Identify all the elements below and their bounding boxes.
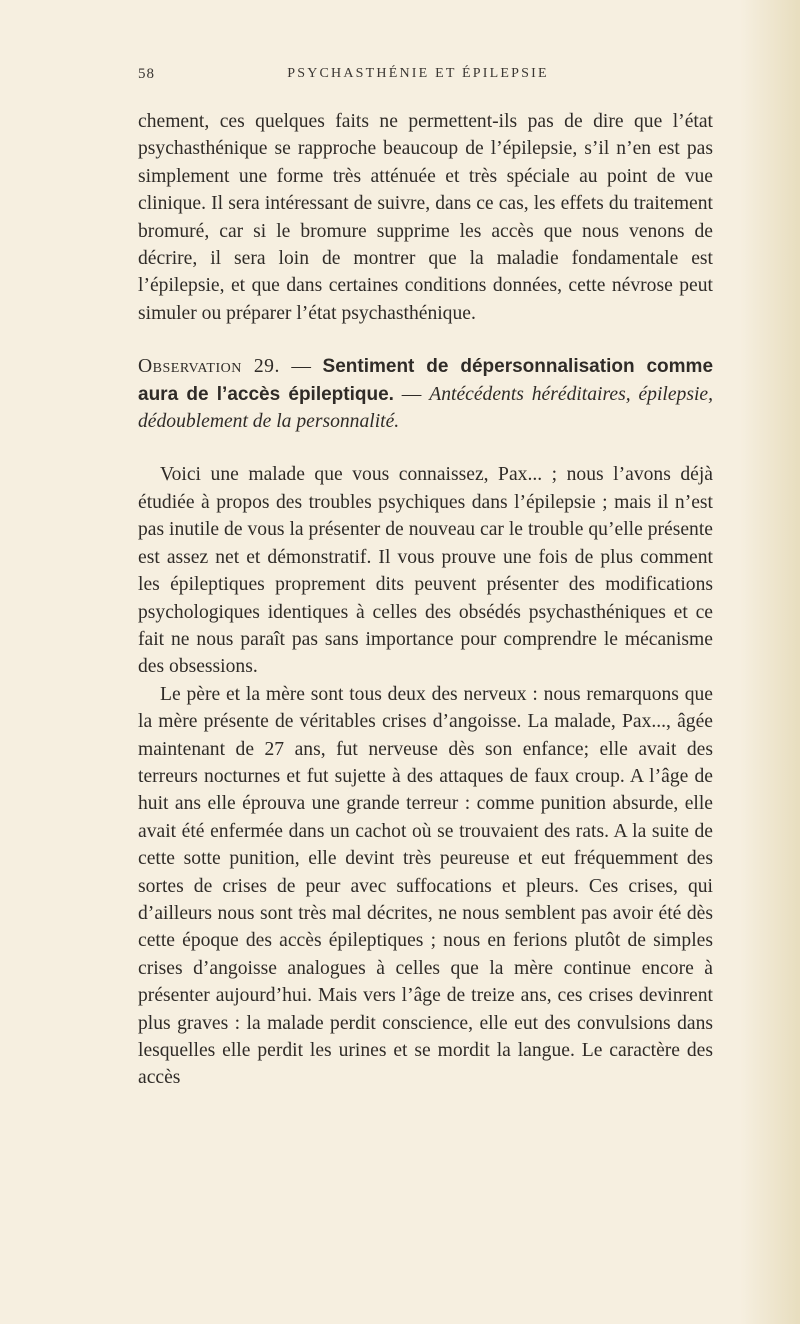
page-number: 58: [138, 66, 155, 82]
paragraph-continuation: chement, ces quelques faits ne permettent-ils pas de dire que l’état psychasthénique se rapproche beaucoup de l’épilepsie, s’il n’en est pas simplement une forme très atténuée et très spéciale au point de vue clinique. Il sera intéressant de suivre, dans ce cas, les effets du traitement bromuré, car si le bromure supprime les accès que nous venons de décrire, il sera loin de montrer que la maladie fondamentale est l’épilepsie, et que dans certaines conditions données, cette névrose peut simuler ou préparer l’état psychasthénique.: [138, 111, 713, 324]
observation-label: Observation 29.: [138, 356, 280, 378]
running-title: PSYCHASTHÉNIE ET ÉPILEPSIE: [287, 66, 549, 81]
page-header: [138, 66, 698, 88]
body-text: [138, 108, 713, 1092]
paragraph-voici: Voici une malade que vous connaissez, Pax... ; nous l’avons déjà étudiée à propos des troubles psychiques dans l’épilepsie ; mais il n’est pas inutile de vous la présenter de nouveau car le trouble qu’elle présente est assez net et démonstratif. Il vous prouve une fois de plus comment les épileptiques proprement dits peuvent présenter des modifications psychologiques identiques à celles des obsédés psychasthéniques et ce fait ne nous paraît pas sans importance pour comprendre le mécanisme des obsessions.: [138, 464, 713, 678]
observation-heading: [138, 353, 713, 435]
observation-subtitle: Antécédents héréditaires, épilepsie, dédoublement de la personnalité.: [138, 383, 713, 433]
observation-dash-2: —: [393, 383, 430, 405]
paragraph-pere: Le père et la mère sont tous deux des nerveux : nous remarquons que la mère présente de véritables crises d’angoisse. La malade, Pax..., âgée maintenant de 27 ans, fut nerveuse dès son enfance; elle avait des terreurs nocturnes et fut sujette à des attaques de faux croup. A l’âge de huit ans elle éprouva une grande terreur : comme punition absurde, elle avait été enfermée dans un cachot où se trouvaient des rats. A la suite de cette sotte punition, elle devint très peureuse et eut fréquemment des sortes de crises de peur avec suffocations et pleurs. Ces crises, qui d’ailleurs nous sont très mal décrites, ne nous semblent pas avoir été dès cette époque des accès épileptiques ; nous en ferions plutôt de simples crises d’angoisse analogues à celles que la mère continue encore à présenter aujourd’hui. Mais vers l’âge de treize ans, ces crises devinrent plus graves : la malade perdit conscience, elle eut des convulsions dans lesquelles elle perdit les urines et se mordit la langue. Le caractère des accès: [138, 683, 713, 1089]
observation-dash: —: [279, 356, 323, 378]
observation-title: Sentiment de dépersonnalisation comme aura de l’accès épileptique.: [138, 356, 714, 405]
